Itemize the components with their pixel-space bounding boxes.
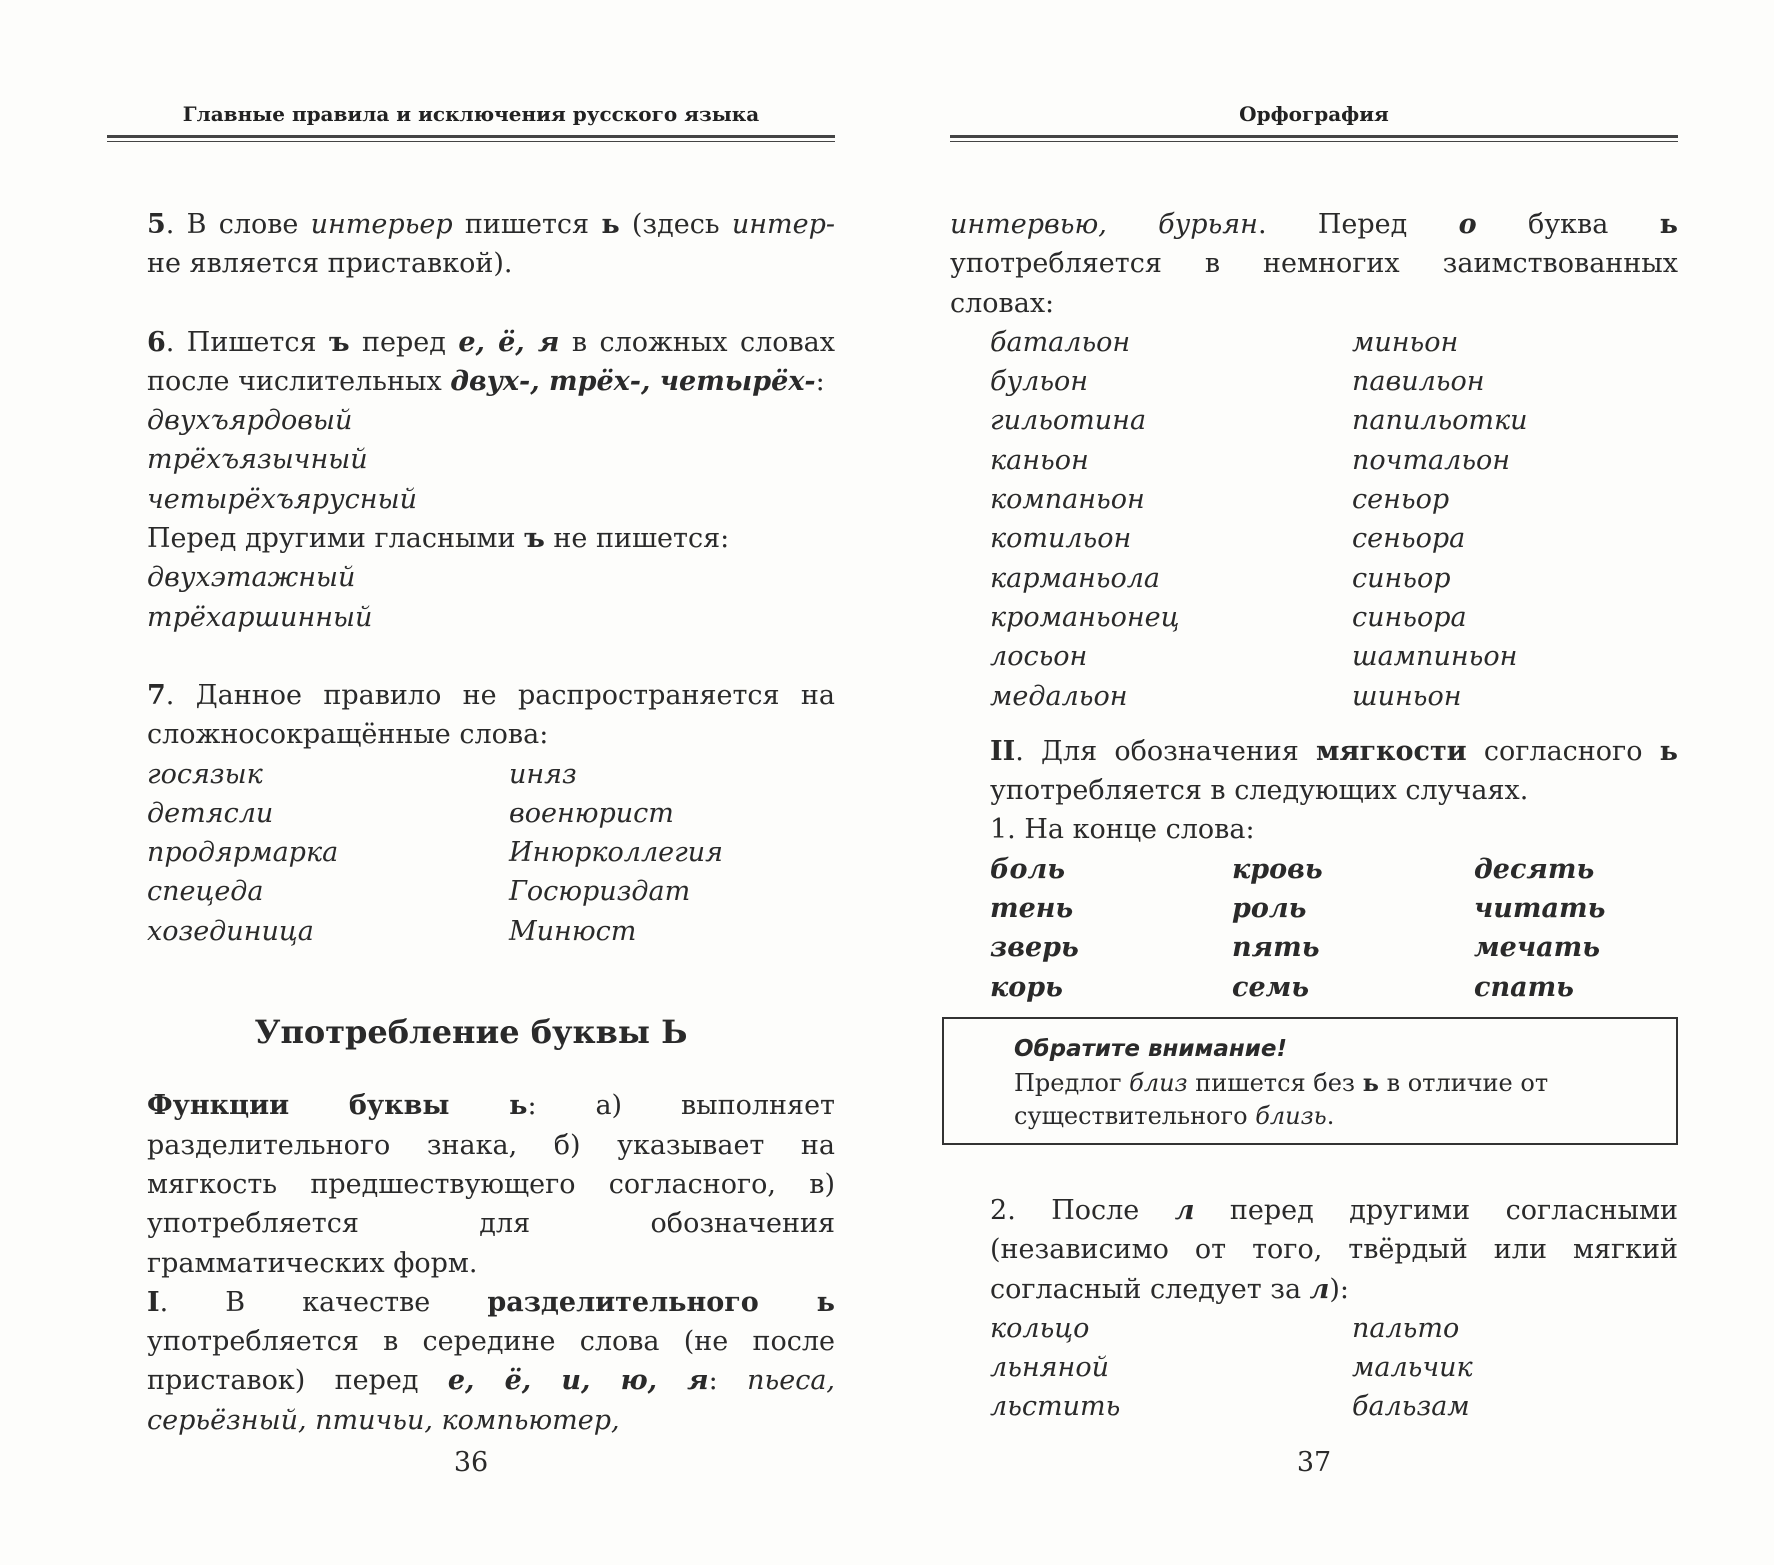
list-item: почтальон [1352,444,1511,476]
list-item: двухэтажный [147,562,356,594]
part-2-paragraph: II. Для обозначения мягкости согласного ь употребляется в следующих случаях. [990,735,1678,807]
list-item: кроманьонец [990,601,1180,633]
rule-item-5: 5. В слове интерьер пишется ь (здесь интер- не является приставкой). [147,209,835,280]
list-item: сеньора [1352,523,1466,555]
list-item: двухъярдовый [147,405,353,437]
list-item: синьора [1352,601,1467,633]
list-item: бальзам [1352,1391,1470,1423]
list-item: пальто [1352,1312,1460,1344]
rule-item-7: 7. Данное правило не распространяется на сложносокращённые слова: [147,679,835,751]
word-grid [950,850,1678,1007]
list-item: сеньор [1352,484,1450,516]
list-item: каньон [990,444,1089,476]
list-item: гильотина [990,405,1147,437]
list-item: льняной [990,1352,1109,1384]
word-columns [950,323,1678,716]
list-item: шампиньон [1352,641,1518,673]
rule-item-2: 2. После л перед другими согласными (независимо от того, твёрдый или мягкий согласный следует за л): [990,1194,1678,1305]
list-item: батальон [990,326,1131,358]
list-item: мечать [1474,932,1601,964]
list-item: кольцо [990,1312,1090,1344]
list-item: пять [1232,932,1320,964]
list-item: миньон [1352,326,1459,358]
section-title: Употребление буквы Ь [254,1013,688,1052]
list-item: корь [990,971,1063,1003]
list-item: четырёхъярусный [147,483,417,515]
rule-item-6: 6. Пишется ъ перед е, ё, я в сложных словах после числительных двух-, трёх-, четырёх-: [147,326,835,397]
list-item: котильон [990,523,1132,555]
list-item: бульон [990,366,1089,398]
notice-box [942,1017,1678,1145]
list-item: военюрист [509,797,674,829]
notice-title: Обратите внимание! [1014,1035,1287,1062]
list-item: трёхъязычный [147,444,368,476]
continued-paragraph: интервью, бурьян. Перед о буква ь употребляется в немногих заимствованных словах: [950,209,1678,319]
list-item: спать [1474,971,1574,1003]
word-columns [107,755,835,951]
right-page [950,0,1678,1565]
list-item: папильотки [1352,405,1528,437]
list-item: продярмарка [147,837,339,869]
left-page [107,0,835,1565]
list-item: зверь [990,932,1079,964]
list-item: спецеда [147,876,264,908]
notice-text: Предлог близ пишется без ь в отличие от существительного близь. [1014,1067,1549,1130]
list-item: Минюст [509,915,637,947]
part-1-paragraph: I. В качестве разделительного ь употребляется в середине слова (не после приставок) перед е, ё, и, ю, я: пьеса, серьёзный, птичьи, компьютер, [147,1286,835,1436]
page-number-right: 37 [1296,1447,1332,1478]
list-item: мальчик [1352,1352,1473,1384]
right-page-content [950,205,1678,1427]
list-item: лосьон [990,641,1088,673]
list-item: роль [1232,893,1307,925]
list-item: трёхаршинный [147,601,373,633]
header-rule-right [950,135,1678,142]
list-item: шиньон [1352,680,1462,712]
list-item: Инюрколлегия [509,837,724,869]
list-item: иняз [509,758,577,790]
list-item: Госюриздат [509,876,691,908]
list-item: читать [1474,893,1606,925]
list-item: госязык [147,758,263,790]
list-item: десять [1474,853,1595,885]
list-item: кровь [1232,853,1323,885]
list-item: хозединица [147,915,314,947]
list-item: медальон [990,680,1128,712]
list-item: тень [990,893,1074,925]
header-rule-left [107,135,835,142]
left-page-content [107,205,835,1440]
list-item: карманьола [990,562,1161,594]
list-item: детясли [147,797,274,829]
list-item: семь [1232,971,1310,1003]
running-header-left: Главные правила и исключения русского языка [182,102,760,126]
running-header-right: Орфография [1239,102,1389,126]
word-columns [950,1309,1678,1427]
page-number-left: 36 [453,1447,489,1478]
list-item: льстить [990,1391,1121,1423]
list-item: павильон [1352,366,1485,398]
list-item: компаньон [990,484,1145,516]
rule-note: Перед другими гласными ъ не пишется: [147,523,730,555]
functions-paragraph: Функции буквы ь: а) выполняет разделительного знака, б) указывает на мягкость предшествующего согласного, в) употребляется для обозначения грамматических форм. [147,1090,835,1279]
subheading-1: 1. На конце слова: [990,814,1255,846]
list-item: синьор [1352,562,1451,594]
list-item: боль [990,853,1066,885]
